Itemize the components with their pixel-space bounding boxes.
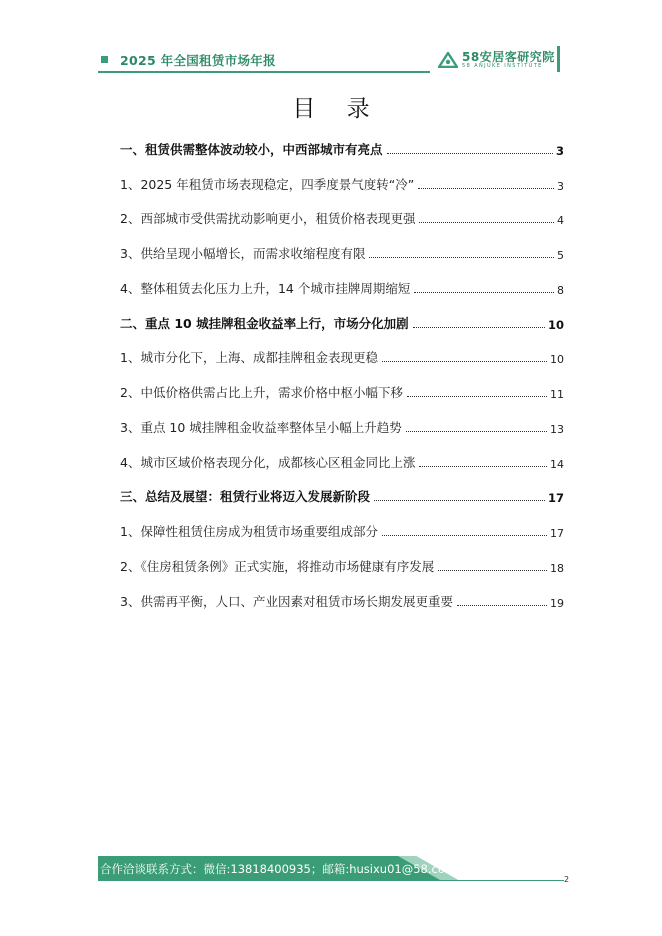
toc-item-3-3[interactable] bbox=[120, 590, 564, 610]
toc-item-2-1[interactable] bbox=[120, 346, 564, 366]
toc-entry-label: 三、总结及展望：租赁行业将迈入发展新阶段 bbox=[120, 489, 371, 504]
toc-entry-label: 4、整体租赁去化压力上升，14 个城市挂牌周期缩短 bbox=[120, 281, 411, 296]
toc-entry-label: 2、中低价格供需占比上升，需求价格中枢小幅下移 bbox=[120, 385, 403, 400]
logo bbox=[438, 48, 558, 72]
toc-leader-dots bbox=[418, 188, 554, 189]
toc-section-1[interactable] bbox=[120, 138, 564, 158]
toc-leader-dots bbox=[387, 153, 553, 154]
toc-item-3-2[interactable] bbox=[120, 555, 564, 575]
toc-item-2-4[interactable] bbox=[120, 451, 564, 471]
toc-leader-dots bbox=[413, 327, 545, 328]
toc-section-3[interactable] bbox=[120, 485, 564, 505]
toc-section-2[interactable] bbox=[120, 312, 564, 332]
logo-subtitle: 58 ANJUKE INSTITUTE bbox=[462, 63, 543, 69]
toc-item-2-2[interactable] bbox=[120, 381, 564, 401]
logo-name: 58安居客研究院 bbox=[462, 50, 555, 64]
toc-entry-page: 3 bbox=[555, 144, 564, 158]
toc-entry-label: 1、城市分化下，上海、成都挂牌租金表现更稳 bbox=[120, 350, 378, 365]
header-vertical-bar bbox=[557, 46, 560, 72]
toc-entry-label: 3、供给呈现小幅增长，而需求收缩程度有限 bbox=[120, 246, 366, 261]
toc-leader-dots bbox=[382, 361, 547, 362]
toc-entry-page: 4 bbox=[557, 214, 564, 227]
toc-leader-dots bbox=[419, 466, 547, 467]
toc-leader-dots bbox=[406, 431, 547, 432]
toc-leader-dots bbox=[407, 396, 547, 397]
toc-leader-dots bbox=[369, 257, 554, 258]
toc-item-1-4[interactable] bbox=[120, 277, 564, 297]
toc-leader-dots bbox=[374, 500, 545, 501]
footer-rule bbox=[98, 880, 564, 881]
page-number: 2 bbox=[564, 875, 570, 884]
toc-item-1-2[interactable] bbox=[120, 207, 564, 227]
toc-title: 目 录 bbox=[292, 96, 382, 122]
toc-item-2-3[interactable] bbox=[120, 416, 564, 436]
toc-item-3-1[interactable] bbox=[120, 520, 564, 540]
toc-entry-label: 1、2025 年租赁市场表现稳定，四季度景气度转“冷” bbox=[120, 177, 415, 192]
toc-leader-dots bbox=[438, 570, 547, 571]
logo-house-icon bbox=[438, 50, 458, 68]
toc-leader-dots bbox=[419, 222, 554, 223]
toc-entry-label: 一、租赁供需整体波动较小，中西部城市有亮点 bbox=[120, 142, 383, 157]
header-square-icon bbox=[101, 56, 108, 63]
toc-entry-label: 4、城市区域价格表现分化，成都核心区租金同比上涨 bbox=[120, 455, 416, 470]
toc-entry-label: 3、供需再平衡，人口、产业因素对租赁市场长期发展更重要 bbox=[120, 594, 453, 609]
toc-entry-label: 1、保障性租赁住房成为租赁市场重要组成部分 bbox=[120, 524, 378, 539]
toc-entry-page: 17 bbox=[550, 527, 564, 540]
toc-entry-page: 13 bbox=[550, 423, 564, 436]
toc-entry-page: 10 bbox=[550, 353, 564, 366]
toc-entry-page: 8 bbox=[557, 284, 564, 297]
footer-contact: 合作洽谈联系方式：微信:13818400935；邮箱:husixu01@58.com； bbox=[100, 862, 468, 876]
toc-entry-page: 19 bbox=[550, 597, 564, 610]
toc-entry-page: 11 bbox=[550, 388, 564, 401]
toc-item-1-1[interactable] bbox=[120, 173, 564, 193]
toc-entry-page: 18 bbox=[550, 562, 564, 575]
toc-entry-label: 3、重点 10 城挂牌租金收益率整体呈小幅上升趋势 bbox=[120, 420, 402, 435]
toc-leader-dots bbox=[457, 605, 547, 606]
toc-entry-label: 二、重点 10 城挂牌租金收益率上行，市场分化加剧 bbox=[120, 316, 409, 331]
toc-entry-label: 2、《住房租赁条例》正式实施，将推动市场健康有序发展 bbox=[120, 559, 435, 574]
toc-entry-page: 14 bbox=[550, 458, 564, 471]
toc-entry-page: 3 bbox=[557, 180, 564, 193]
toc-entry-page: 5 bbox=[557, 249, 564, 262]
toc-entry-page: 17 bbox=[547, 491, 564, 505]
toc-entry-label: 2、西部城市受供需扰动影响更小，租赁价格表现更强 bbox=[120, 211, 416, 226]
toc-entry-page: 10 bbox=[547, 318, 564, 332]
toc-leader-dots bbox=[414, 292, 554, 293]
report-title: 2025 年全国租赁市场年报 bbox=[120, 53, 276, 68]
toc-item-1-3[interactable] bbox=[120, 242, 564, 262]
toc-leader-dots bbox=[382, 535, 547, 536]
header-rule bbox=[98, 71, 430, 73]
